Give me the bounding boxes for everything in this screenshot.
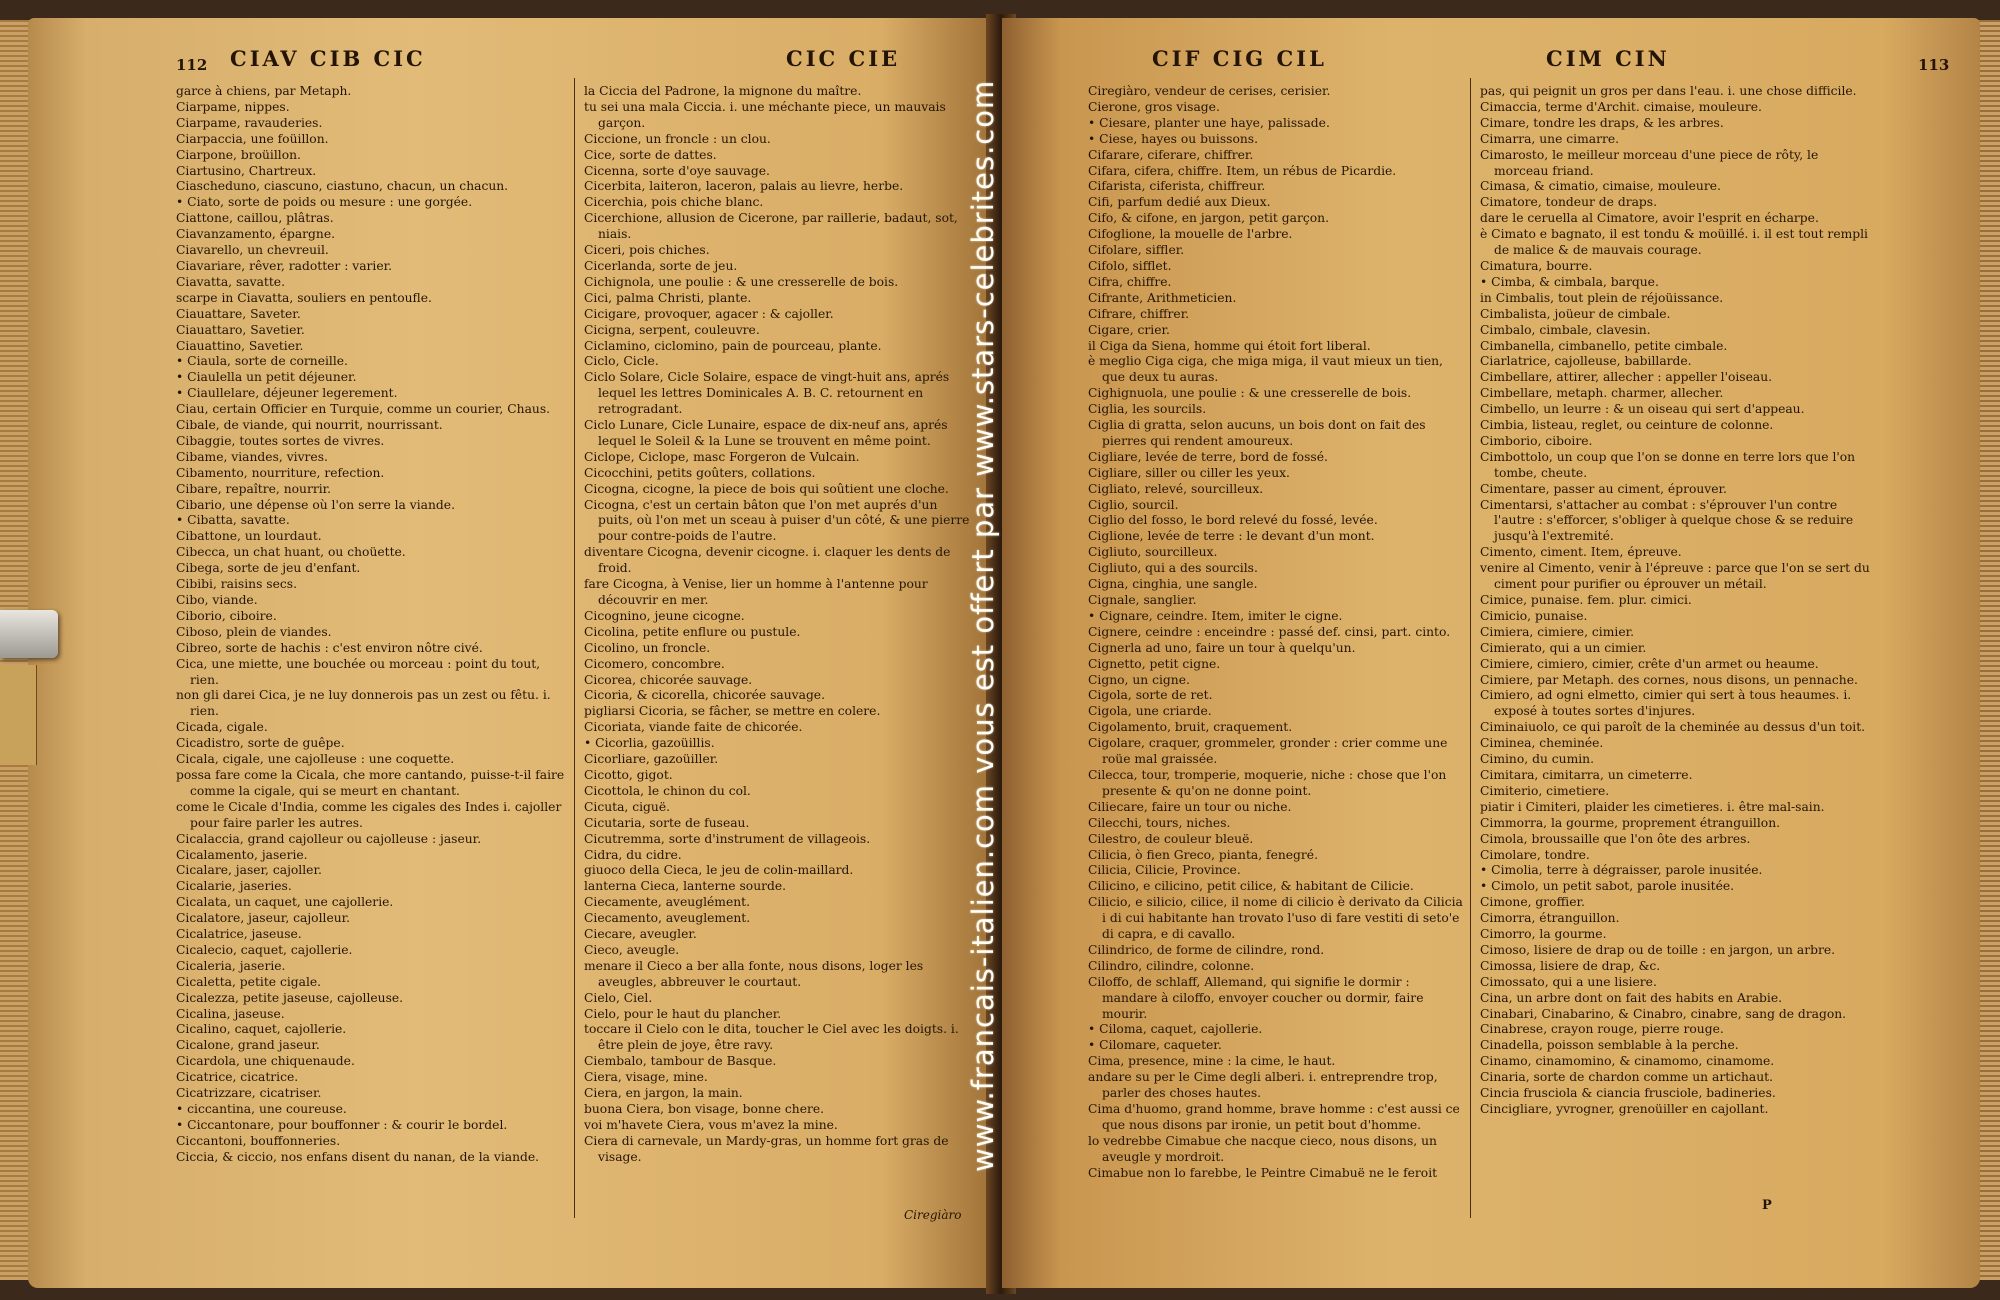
dictionary-entry: Cicocchini, petits goûters, collations. bbox=[584, 465, 816, 480]
left-column-2 bbox=[584, 84, 976, 1234]
dictionary-entry: Cicalatrice, jaseuse. bbox=[176, 927, 302, 942]
dictionary-entry: Ciregiàro, vendeur de cerises, cerisier. bbox=[1088, 84, 1331, 98]
dictionary-entry: Cimbanella, cimbanello, petite cimbale. bbox=[1480, 338, 1728, 353]
dictionary-entry: Cimiere, cimiero, cimier, crête d'un armet ou heaume. bbox=[1480, 656, 1819, 671]
dictionary-entry: Cimierato, qui a un cimier. bbox=[1480, 640, 1647, 655]
dictionary-entry: Cicatrice, cicatrice. bbox=[176, 1070, 299, 1085]
dictionary-entry: Cicerchione, allusion de Cicerone, par raillerie, badaut, sot, niais. bbox=[584, 211, 958, 242]
dictionary-entry: Cicutremma, sorte d'instrument de villageois. bbox=[584, 831, 871, 846]
dictionary-entry: come le Cicale d'India, comme les cigales des Indes i. cajoller pour faire parler les autres. bbox=[176, 799, 562, 830]
dictionary-entry: Cilicia, ò fien Greco, pianta, fenegré. bbox=[1088, 847, 1318, 862]
dictionary-entry: Ciauattino, Savetier. bbox=[176, 338, 304, 353]
dictionary-entry: è Cimato e bagnato, il est tondu & moüillé. i. il est tout rempli de malice & de mauvais courage. bbox=[1480, 227, 1868, 258]
dictionary-entry: Cilecca, tour, tromperie, moquerie, niche : chose que l'on presente & qu'on ne donne point. bbox=[1088, 767, 1447, 798]
dictionary-entry: Cimabue non lo farebbe, le Peintre Cimabuë ne le feroit bbox=[1088, 1165, 1438, 1180]
dictionary-entry: Cibibi, raisins secs. bbox=[176, 577, 297, 592]
left-column-1 bbox=[176, 84, 568, 1234]
dictionary-entry: in Cimbalis, tout plein de réjoüissance. bbox=[1480, 290, 1724, 305]
dictionary-entry: Cimborio, ciboire. bbox=[1480, 433, 1593, 448]
dictionary-entry: Cigare, crier. bbox=[1088, 322, 1170, 337]
dictionary-entry: Ciccia, & ciccio, nos enfans disent du nanan, de la viande. bbox=[176, 1149, 540, 1164]
dictionary-entry: Cicalecio, caquet, cajollerie. bbox=[176, 942, 353, 957]
dictionary-entry: Cimento, ciment. Item, épreuve. bbox=[1480, 545, 1682, 560]
dictionary-entry: Ciarpaccia, une foüillon. bbox=[176, 131, 329, 146]
dictionary-entry: • Cimba, & cimbala, barque. bbox=[1480, 274, 1659, 289]
dictionary-entry: Ciecare, aveugler. bbox=[584, 927, 697, 942]
dictionary-entry: Cimolare, tondre. bbox=[1480, 847, 1590, 862]
dictionary-entry: garce à chiens, par Metaph. bbox=[176, 84, 352, 98]
dictionary-entry: Ciembalo, tambour de Basque. bbox=[584, 1054, 777, 1069]
dictionary-entry: Cimbellare, metaph. charmer, allecher. bbox=[1480, 386, 1724, 401]
dictionary-entry: Cibega, sorte de jeu d'enfant. bbox=[176, 561, 361, 576]
dictionary-entry: Cidra, du cidre. bbox=[584, 847, 682, 862]
dictionary-entry: Ciglio del fosso, le bord relevé du fossé, levée. bbox=[1088, 513, 1378, 528]
dictionary-entry: Cimiera, cimiere, cimier. bbox=[1480, 624, 1635, 639]
dictionary-entry: Cimorro, la gourme. bbox=[1480, 927, 1607, 942]
signature-mark: P bbox=[1762, 1198, 1772, 1213]
dictionary-entry: Ciglia di gratta, selon aucuns, un bois dont on fait des pierres qui rendent amoureux. bbox=[1088, 418, 1426, 448]
dictionary-entry: Cimbello, un leurre : & un oiseau qui sert d'appeau. bbox=[1480, 402, 1805, 417]
dictionary-entry: • Cilomare, caqueter. bbox=[1088, 1038, 1222, 1053]
dictionary-entry: Cinamo, cinamomino, & cinamomo, cinamome. bbox=[1480, 1054, 1775, 1069]
dictionary-entry: Ciclope, Ciclope, masc Forgeron de Vulcain. bbox=[584, 449, 860, 464]
dictionary-entry: Ciarlatrice, cajolleuse, babillarde. bbox=[1480, 354, 1692, 369]
dictionary-entry: Cigola, sorte de ret. bbox=[1088, 688, 1213, 703]
dictionary-entry: Cicoria, & cicorella, chicorée sauvage. bbox=[584, 688, 825, 703]
dictionary-entry: non gli darei Cica, je ne luy donnerois pas un zest ou fêtu. i. rien. bbox=[176, 688, 551, 719]
dictionary-entry: Ciglione, levée de terre : le devant d'un mont. bbox=[1088, 529, 1375, 544]
dictionary-entry: Cimbellare, attirer, allecher : appeller l'oiseau. bbox=[1480, 370, 1773, 385]
dictionary-entry: Ciclo Lunare, Cicle Lunaire, espace de dix-neuf ans, aprés lequel le Soleil & la Lune se trouvent en même point. bbox=[584, 418, 948, 448]
dictionary-entry: Cifo, & cifone, en jargon, petit garçon. bbox=[1088, 211, 1329, 226]
dictionary-entry: Cibario, une dépense où l'on serre la viande. bbox=[176, 497, 455, 512]
dictionary-entry: Cicorea, chicorée sauvage. bbox=[584, 672, 753, 687]
dictionary-entry: Cibo, viande. bbox=[176, 593, 258, 607]
dictionary-entry: • Cicorlia, gazoüillis. bbox=[584, 736, 715, 751]
dictionary-entry: Cifolare, siffler. bbox=[1088, 243, 1185, 258]
dictionary-entry: Cimare, tondre les draps, & les arbres. bbox=[1480, 115, 1724, 130]
dictionary-entry: Ciauattare, Saveter. bbox=[176, 306, 301, 321]
dictionary-entry: Cichignola, une poulie : & une cresserelle de bois. bbox=[584, 274, 899, 289]
dictionary-entry: Ciera di carnevale, un Mardy-gras, un homme fort gras de visage. bbox=[584, 1133, 949, 1164]
dictionary-entry: Ciascheduno, ciascuno, ciastuno, chacun, un chacun. bbox=[176, 179, 509, 194]
dictionary-entry: Cigno, un cigne. bbox=[1088, 672, 1190, 687]
dictionary-entry: Cice, sorte de dattes. bbox=[584, 147, 717, 162]
catchword: Ciregiàro bbox=[904, 1208, 962, 1222]
dictionary-entry: Ciavarello, un chevreuil. bbox=[176, 243, 329, 258]
dictionary-entry: Cimentare, passer au ciment, éprouver. bbox=[1480, 481, 1727, 496]
dictionary-entry: Ciera, en jargon, la main. bbox=[584, 1086, 743, 1101]
dictionary-entry: lanterna Cieca, lanterne sourde. bbox=[584, 879, 787, 894]
dictionary-entry: Cinadella, poisson semblable à la perche. bbox=[1480, 1038, 1739, 1053]
dictionary-entry: Cimiero, ad ogni elmetto, cimier qui sert à tous heaumes. i. exposé à toutes sortes d'injures. bbox=[1480, 688, 1852, 719]
dictionary-entry: lo vedrebbe Cimabue che nacque cieco, nous disons, un aveugle y mordroit. bbox=[1088, 1133, 1437, 1164]
dictionary-entry: Cimarosto, le meilleur morceau d'une piece de rôty, le morceau friand. bbox=[1480, 147, 1819, 178]
dictionary-entry: Cilindro, cilindre, colonne. bbox=[1088, 958, 1255, 973]
column-rule bbox=[1470, 78, 1471, 1218]
dictionary-entry: Ciclo, Cicle. bbox=[584, 354, 659, 369]
dictionary-entry: Ciattone, caillou, plâtras. bbox=[176, 211, 334, 226]
dictionary-entry: Cima, presence, mine : la cime, le haut. bbox=[1088, 1054, 1336, 1069]
dictionary-entry: Cicerlanda, sorte de jeu. bbox=[584, 258, 738, 273]
dictionary-entry: Cibamento, nourriture, refection. bbox=[176, 465, 385, 480]
dictionary-entry: Cicalino, caquet, cajollerie. bbox=[176, 1022, 347, 1037]
dictionary-entry: Ciarpame, ravauderies. bbox=[176, 115, 323, 130]
dictionary-entry: Cimatore, tondeur de draps. bbox=[1480, 195, 1658, 210]
dictionary-entry: Cilecchi, tours, niches. bbox=[1088, 815, 1231, 830]
dictionary-entry: Cignerla ad uno, faire un tour à quelqu'un. bbox=[1088, 640, 1356, 655]
dictionary-entry: Cilicino, e cilicino, petit cilice, & habitant de Cilicie. bbox=[1088, 879, 1414, 894]
dictionary-entry: Ciartusino, Chartreux. bbox=[176, 163, 317, 178]
dictionary-entry: toccare il Cielo con le dita, toucher le Ciel avec les doigts. i. être plein de joye, être ravy. bbox=[584, 1022, 959, 1053]
dictionary-entry: Cicatrizzare, cicatriser. bbox=[176, 1086, 322, 1101]
dictionary-entry: Cielo, pour le haut du plancher. bbox=[584, 1006, 782, 1021]
dictionary-entry: Cicigna, serpent, couleuvre. bbox=[584, 322, 760, 337]
dictionary-entry: Cibale, de viande, qui nourrit, nourrissant. bbox=[176, 418, 443, 433]
dictionary-entry: Cimatura, bourre. bbox=[1480, 258, 1593, 273]
dictionary-entry: Cigliuto, qui a des sourcils. bbox=[1088, 561, 1258, 576]
dictionary-entry: Cignetto, petit cigne. bbox=[1088, 656, 1221, 671]
dictionary-entry: Cima d'huomo, grand homme, brave homme : c'est aussi ce que nous disons par ironie, un petit bout d'homme. bbox=[1088, 1102, 1460, 1132]
dictionary-entry: Cicalare, jaser, cajoller. bbox=[176, 863, 322, 878]
dictionary-entry: Ciavatta, savatte. bbox=[176, 274, 285, 289]
dictionary-entry: Cicalamento, jaserie. bbox=[176, 847, 308, 862]
right-page bbox=[1002, 18, 1980, 1288]
dictionary-entry: Ciera, visage, mine. bbox=[584, 1070, 708, 1085]
dictionary-entry: Ciavariare, rêver, radotter : varier. bbox=[176, 258, 393, 273]
dictionary-entry: Cinabrese, crayon rouge, pierre rouge. bbox=[1480, 1022, 1724, 1037]
dictionary-entry: Ciglio, sourcil. bbox=[1088, 497, 1179, 512]
dictionary-entry: Cifoglione, la mouelle de l'arbre. bbox=[1088, 227, 1293, 242]
left-page bbox=[28, 18, 998, 1288]
dictionary-entry: Cicigare, provoquer, agacer : & cajoller. bbox=[584, 306, 834, 321]
dictionary-entry: Cincia frusciola & ciancia frusciole, badineries. bbox=[1480, 1086, 1776, 1101]
dictionary-entry: possa fare come la Cicala, che more cantando, puisse-t-il faire comme la cigale, qui se meurt en chantant. bbox=[176, 767, 565, 798]
dictionary-entry: dare le ceruella al Cimatore, avoir l'esprit en écharpe. bbox=[1480, 211, 1819, 226]
dictionary-entry: Ciliecare, faire un tour ou niche. bbox=[1088, 799, 1292, 814]
binder-clip bbox=[0, 610, 58, 658]
dictionary-entry: Cignere, ceindre : enceindre : passé def. cinsi, part. cinto. bbox=[1088, 624, 1451, 639]
dictionary-entry: Cilindrico, de forme de cilindre, rond. bbox=[1088, 942, 1325, 957]
dictionary-entry: scarpe in Ciavatta, souliers en pentoufle. bbox=[176, 290, 432, 305]
dictionary-entry: Ciglia, les sourcils. bbox=[1088, 402, 1207, 417]
dictionary-entry: Cicerbita, laiteron, laceron, palais au lievre, herbe. bbox=[584, 179, 904, 194]
dictionary-entry: Cimola, broussaille que l'on ôte des arbres. bbox=[1480, 831, 1751, 846]
dictionary-entry: Cinabari, Cinabarino, & Cinabro, cinabre, sang de dragon. bbox=[1480, 1006, 1847, 1021]
ruler bbox=[0, 665, 37, 765]
watermark: www.francais-italien.com vous est offert par www.stars-celebrites.com bbox=[966, 79, 1000, 1172]
dictionary-entry: Cicorliare, gazoüiller. bbox=[584, 752, 719, 767]
dictionary-entry: Cifarista, ciferista, chiffreur. bbox=[1088, 179, 1266, 194]
dictionary-entry: Cicogna, cicogne, la piece de bois qui soûtient une cloche. bbox=[584, 481, 949, 496]
dictionary-entry: Cilicio, e silicio, cilice, il nome di cilicio è derivato da Cilicia i di cui habitante han trovato l'uso di fare vestiti di seto'e di capra, e di cavallo. bbox=[1088, 895, 1463, 942]
dictionary-entry: Cicutaria, sorte de fuseau. bbox=[584, 815, 750, 830]
dictionary-entry: Cimorra, étranguillon. bbox=[1480, 911, 1620, 926]
dictionary-entry: Cicalata, un caquet, une cajollerie. bbox=[176, 895, 394, 910]
dictionary-entry: Ciecamento, aveuglement. bbox=[584, 911, 751, 926]
left-header-col1: CIAV CIB CIC bbox=[230, 46, 426, 71]
dictionary-entry: Ciclo Solare, Cicle Solaire, espace de vingt-huit ans, aprés lequel les lettres Dominicales A. B. C. retournent en retrogradant. bbox=[584, 370, 950, 417]
right-column-2 bbox=[1480, 84, 1872, 1234]
dictionary-entry: • Ciaulella un petit déjeuner. bbox=[176, 370, 357, 385]
dictionary-entry: Cigliare, levée de terre, bord de fossé. bbox=[1088, 449, 1328, 464]
dictionary-entry: Cicoriata, viande faite de chicorée. bbox=[584, 720, 803, 735]
dictionary-entry: Cicalaccia, grand cajolleur ou cajolleuse : jaseur. bbox=[176, 831, 482, 846]
dictionary-entry: Cinaria, sorte de chardon comme un artichaut. bbox=[1480, 1070, 1773, 1085]
dictionary-entry: Cicottola, le chinon du col. bbox=[584, 783, 751, 798]
dictionary-entry: Cicolina, petite enflure ou pustule. bbox=[584, 624, 801, 639]
dictionary-entry: Cicala, cigale, une cajolleuse : une coquette. bbox=[176, 752, 455, 767]
dictionary-entry: Cibame, viandes, vivres. bbox=[176, 449, 328, 464]
dictionary-entry: fare Cicogna, à Venise, lier un homme à l'antenne pour découvrir en mer. bbox=[584, 577, 928, 607]
dictionary-entry: • Ciese, hayes ou buissons. bbox=[1088, 131, 1259, 146]
dictionary-entry: Cierone, gros visage. bbox=[1088, 99, 1220, 114]
dictionary-entry: Ciceri, pois chiches. bbox=[584, 243, 710, 258]
dictionary-entry: • Ciccantonare, pour bouffonner : & courir le bordel. bbox=[176, 1117, 508, 1132]
dictionary-entry: • Cimolo, un petit sabot, parole inusitée. bbox=[1480, 879, 1735, 894]
dictionary-entry: Cimitara, cimitarra, un cimeterre. bbox=[1480, 767, 1693, 782]
dictionary-entry: Cimbalo, cimbale, clavesin. bbox=[1480, 322, 1651, 337]
dictionary-entry: buona Ciera, bon visage, bonne chere. bbox=[584, 1102, 825, 1116]
dictionary-entry: Cibaggie, toutes sortes de vivres. bbox=[176, 433, 385, 448]
dictionary-entry: • Cibatta, savatte. bbox=[176, 513, 290, 528]
dictionary-entry: Ciminaiuolo, ce qui paroît de la cheminée au dessus d'un toit. bbox=[1480, 720, 1866, 735]
dictionary-entry: Cielo, Ciel. bbox=[584, 990, 653, 1005]
dictionary-entry: Cimbottolo, un coup que l'on se donne en terre lors que l'on tombe, cheute. bbox=[1480, 449, 1856, 480]
dictionary-entry: Cieco, aveugle. bbox=[584, 942, 680, 957]
right-header-col1: CIF CIG CIL bbox=[1152, 46, 1327, 71]
dictionary-entry: Cigliuto, sourcilleux. bbox=[1088, 545, 1218, 560]
dictionary-entry: • Ciaula, sorte de corneille. bbox=[176, 354, 348, 369]
dictionary-entry: Cicalatore, jaseur, cajolleur. bbox=[176, 911, 351, 926]
dictionary-entry: Cigolare, craquer, grommeler, gronder : crier comme une roüe mal graissée. bbox=[1088, 736, 1448, 767]
dictionary-entry: Cicogna, c'est un certain bâton que l'on met auprés d'un puits, où l'on met un sceau à puiser d'un côté, & une pierre pour contre-poids de l'autre. bbox=[584, 497, 970, 544]
dictionary-entry: Cibattone, un lourdaut. bbox=[176, 529, 322, 544]
dictionary-entry: Ciavanzamento, épargne. bbox=[176, 227, 336, 242]
dictionary-entry: tu sei una mala Ciccia. i. une méchante piece, un mauvais garçon. bbox=[584, 99, 946, 130]
dictionary-entry: Cincigliare, yvrogner, grenoüiller en cajollant. bbox=[1480, 1102, 1769, 1116]
dictionary-entry: Cimice, punaise. fem. plur. cimici. bbox=[1480, 593, 1692, 607]
dictionary-entry: • Ciesare, planter une haye, palissade. bbox=[1088, 115, 1330, 130]
dictionary-entry: Cicenna, sorte d'oye sauvage. bbox=[584, 163, 770, 178]
dictionary-entry: Cifrare, chiffrer. bbox=[1088, 306, 1190, 321]
dictionary-entry: Cimasa, & cimatio, cimaise, mouleure. bbox=[1480, 179, 1721, 194]
dictionary-entry: Ciminea, cheminée. bbox=[1480, 736, 1604, 751]
dictionary-entry: Cina, un arbre dont on fait des habits en Arabie. bbox=[1480, 990, 1783, 1005]
column-rule bbox=[574, 78, 575, 1218]
dictionary-entry: Cicardola, une chiquenaude. bbox=[176, 1054, 355, 1069]
dictionary-entry: • Cignare, ceindre. Item, imiter le cigne. bbox=[1088, 608, 1343, 623]
dictionary-entry: Cimarra, une cimarre. bbox=[1480, 131, 1620, 146]
dictionary-entry: Cimbalista, joüeur de cimbale. bbox=[1480, 306, 1671, 321]
dictionary-entry: Cimossato, qui a une lisiere. bbox=[1480, 974, 1657, 989]
dictionary-entry: Cibreo, sorte de hachis : c'est environ nôtre civé. bbox=[176, 640, 483, 655]
dictionary-entry: Ciloffo, de schlaff, Allemand, qui signifie le dormir : mandare à ciloffo, envoyer coucher ou dormir, faire mourir. bbox=[1088, 974, 1424, 1021]
dictionary-entry: Cicalezza, petite jaseuse, cajolleuse. bbox=[176, 990, 404, 1005]
dictionary-entry: pigliarsi Cicoria, se fâcher, se mettre en colere. bbox=[584, 704, 881, 719]
dictionary-entry: Ciau, certain Officier en Turquie, comme un courier, Chaus. bbox=[176, 402, 551, 417]
dictionary-entry: piatir i Cimiteri, plaider les cimetieres. i. être mal-sain. bbox=[1480, 799, 1825, 814]
dictionary-entry: Cigliare, siller ou ciller les yeux. bbox=[1088, 465, 1290, 480]
dictionary-entry: Cimone, groffier. bbox=[1480, 895, 1585, 910]
dictionary-entry: Ciboso, plein de viandes. bbox=[176, 624, 332, 639]
dictionary-entry: Cigolamento, bruit, craquement. bbox=[1088, 720, 1293, 735]
dictionary-entry: Ciborio, ciboire. bbox=[176, 608, 277, 623]
dictionary-entry: Cifra, chiffre. bbox=[1088, 274, 1172, 289]
left-header-col2: CIC CIE bbox=[786, 46, 901, 71]
dictionary-entry: Cifrante, Arithmeticien. bbox=[1088, 290, 1237, 305]
dictionary-entry: Ciclamino, ciclomino, pain de pourceau, plante. bbox=[584, 338, 882, 353]
dictionary-entry: Ciecamente, aveuglément. bbox=[584, 895, 750, 910]
dictionary-entry: il Ciga da Siena, homme qui étoit fort liberal. bbox=[1088, 338, 1371, 353]
dictionary-entry: Cicognino, jeune cicogne. bbox=[584, 608, 745, 623]
dictionary-entry: Cicotto, gigot. bbox=[584, 767, 673, 782]
dictionary-entry: Cicalone, grand jaseur. bbox=[176, 1038, 320, 1053]
dictionary-entry: Cigola, une criarde. bbox=[1088, 704, 1212, 719]
dictionary-entry: Cimiere, par Metaph. des cornes, nous disons, un pennache. bbox=[1480, 672, 1858, 687]
dictionary-entry: Cigna, cinghia, une sangle. bbox=[1088, 577, 1258, 592]
dictionary-entry: menare il Cieco a ber alla fonte, nous disons, loger les aveugles, abbreuver le courtaut. bbox=[584, 958, 924, 989]
dictionary-entry: Cimmorra, la gourme, proprement étranguillon. bbox=[1480, 815, 1781, 830]
dictionary-entry: Cimaccia, terme d'Archit. cimaise, mouleure. bbox=[1480, 99, 1762, 114]
dictionary-entry: Cicada, cigale. bbox=[176, 720, 268, 735]
dictionary-entry: Cicuta, ciguë. bbox=[584, 799, 671, 814]
dictionary-entry: Cifarare, ciferare, chiffrer. bbox=[1088, 147, 1254, 162]
dictionary-entry: la Ciccia del Padrone, la mignone du maître. bbox=[584, 84, 862, 98]
right-column-1 bbox=[1088, 84, 1464, 1234]
dictionary-entry: • Cimolia, terre à dégraisser, parole inusitée. bbox=[1480, 863, 1763, 878]
dictionary-entry: Cicalina, jaseuse. bbox=[176, 1006, 285, 1021]
dictionary-entry: diventare Cicogna, devenir cicogne. i. claquer les dents de froid. bbox=[584, 545, 951, 576]
dictionary-entry: Cigliato, relevé, sourcilleux. bbox=[1088, 481, 1264, 496]
dictionary-entry: • Ciaullelare, déjeuner legerement. bbox=[176, 386, 398, 401]
dictionary-entry: Cimino, du cumin. bbox=[1480, 752, 1595, 767]
dictionary-entry: pas, qui peignit un gros per dans l'eau. i. une chose difficile. bbox=[1480, 84, 1857, 98]
dictionary-entry: • Ciato, sorte de poids ou mesure : une gorgée. bbox=[176, 195, 473, 210]
dictionary-entry: Cilicia, Cilicie, Province. bbox=[1088, 863, 1241, 878]
dictionary-entry: Cimicio, punaise. bbox=[1480, 608, 1588, 623]
dictionary-entry: • ciccantina, une coureuse. bbox=[176, 1102, 347, 1116]
dictionary-entry: Cica, une miette, une bouchée ou morceau : point du tout, rien. bbox=[176, 656, 541, 687]
dictionary-entry: Ciauattaro, Savetier. bbox=[176, 322, 305, 337]
dictionary-entry: giuoco della Cieca, le jeu de colin-maillard. bbox=[584, 863, 854, 878]
dictionary-entry: Ciarpame, nippes. bbox=[176, 99, 290, 114]
right-header-col2: CIM CIN bbox=[1546, 46, 1670, 71]
right-page-number: 113 bbox=[1918, 56, 1950, 74]
dictionary-entry: Cighignuola, une poulie : & une cresserelle de bois. bbox=[1088, 386, 1412, 401]
dictionary-entry: Cimentarsi, s'attacher au combat : s'éprouver l'un contre l'autre : s'efforcer, s'obliger à quelque chose & se reduire jusqu'à l'extremité. bbox=[1480, 497, 1854, 544]
dictionary-entry: venire al Cimento, venir à l'épreuve : parce que l'on se sert du ciment pour purifier ou éprouver un métail. bbox=[1480, 561, 1870, 592]
dictionary-entry: è meglio Ciga ciga, che miga miga, il vaut mieux un tien, que deux tu auras. bbox=[1088, 354, 1443, 385]
dictionary-entry: voi m'havete Ciera, vous m'avez la mine. bbox=[584, 1117, 838, 1132]
dictionary-entry: Cicomero, concombre. bbox=[584, 656, 725, 671]
dictionary-entry: Cici, palma Christi, plante. bbox=[584, 290, 752, 305]
left-page-number: 112 bbox=[176, 56, 208, 74]
dictionary-entry: Cicalarie, jaseries. bbox=[176, 879, 292, 894]
dictionary-entry: Cibare, repaître, nourrir. bbox=[176, 481, 332, 496]
dictionary-entry: Cicaleria, jaserie. bbox=[176, 958, 286, 973]
dictionary-entry: Cifara, cifera, chiffre. Item, un rébus de Picardie. bbox=[1088, 163, 1397, 178]
dictionary-entry: Cimossa, lisiere de drap, &c. bbox=[1480, 958, 1661, 973]
dictionary-entry: Cignale, sanglier. bbox=[1088, 593, 1197, 607]
dictionary-entry: Cifi, parfum dedié aux Dieux. bbox=[1088, 195, 1271, 210]
dictionary-entry: Ciarpone, broüillon. bbox=[176, 147, 301, 162]
dictionary-entry: Ciccantoni, bouffonneries. bbox=[176, 1133, 341, 1148]
dictionary-entry: • Ciloma, caquet, cajollerie. bbox=[1088, 1022, 1263, 1037]
dictionary-entry: Cicadistro, sorte de guêpe. bbox=[176, 736, 345, 751]
dictionary-entry: Cibecca, un chat huant, ou choüette. bbox=[176, 545, 406, 560]
dictionary-entry: Cimiterio, cimetiere. bbox=[1480, 783, 1610, 798]
dictionary-entry: Cicolino, un froncle. bbox=[584, 640, 711, 655]
dictionary-entry: andare su per le Cime degli alberi. i. entreprendre trop, parler des choses hautes. bbox=[1088, 1070, 1438, 1101]
dictionary-entry: Ciccione, un froncle : un clou. bbox=[584, 131, 771, 146]
dictionary-entry: Cicaletta, petite cigale. bbox=[176, 974, 322, 989]
dictionary-entry: Cimoso, lisiere de drap ou de toille : en jargon, un arbre. bbox=[1480, 942, 1836, 957]
dictionary-entry: Cicerchia, pois chiche blanc. bbox=[584, 195, 764, 210]
dictionary-entry: Cilestro, de couleur bleuë. bbox=[1088, 831, 1254, 846]
dictionary-entry: Cifolo, sifflet. bbox=[1088, 258, 1172, 273]
dictionary-entry: Cimbia, listeau, reglet, ou ceinture de colonne. bbox=[1480, 418, 1774, 433]
